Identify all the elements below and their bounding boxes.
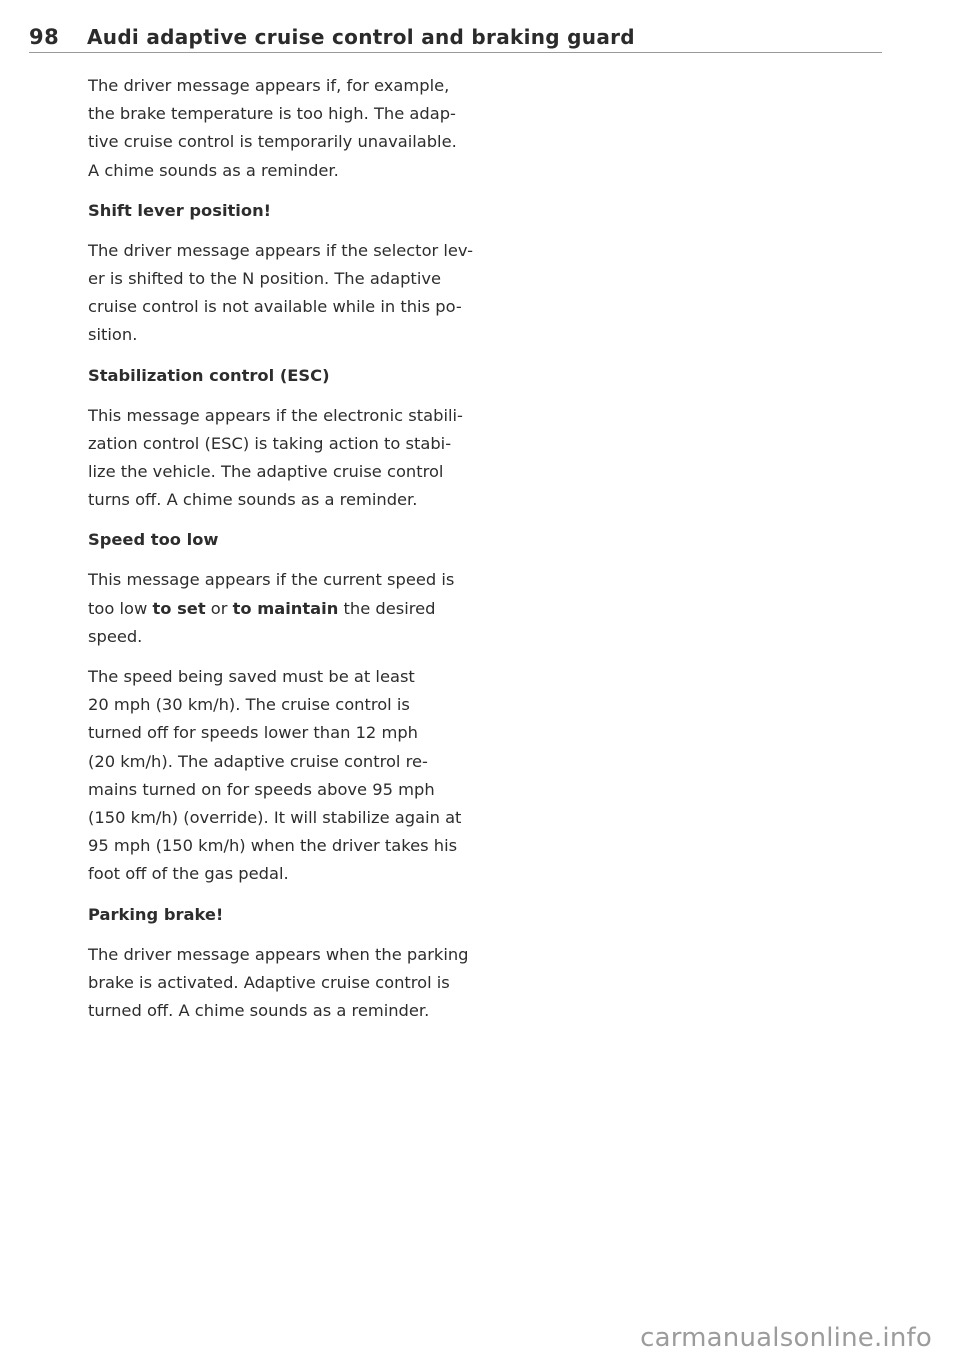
parking-brake-paragraph xyxy=(88,941,473,1026)
text-line: lize the vehicle. The adaptive cruise control xyxy=(88,462,444,482)
text-line: turned off. A chime sounds as a reminder. xyxy=(88,1001,430,1021)
parking-brake-heading: Parking brake! xyxy=(88,904,224,924)
text-line: The speed being saved must be at least xyxy=(88,667,415,687)
text-line: 20 mph (30 km/h). The cruise control is xyxy=(88,695,410,715)
text-line: turned off for speeds lower than 12 mph xyxy=(88,723,418,743)
text-line xyxy=(88,595,473,623)
text-fragment: or xyxy=(205,598,233,618)
text-line: The driver message appears when the parking xyxy=(88,944,469,964)
text-line: cruise control is not available while in this po- xyxy=(88,297,462,317)
chapter-title: Audi adaptive cruise control and braking guard xyxy=(87,25,635,49)
text-line: The driver message appears if the selector lev- xyxy=(88,240,474,260)
shift-lever-heading: Shift lever position! xyxy=(88,200,272,220)
shift-lever-paragraph xyxy=(88,237,473,350)
text-fragment: the desired xyxy=(338,598,436,618)
bold-term-to-set: to set xyxy=(152,598,206,618)
text-line: zation control (ESC) is taking action to stabi- xyxy=(88,433,452,453)
text-line: A chime sounds as a reminder. xyxy=(88,160,339,180)
text-line: tive cruise control is temporarily unavailable. xyxy=(88,132,457,152)
text-line: This message appears if the electronic stabili- xyxy=(88,405,463,425)
speed-too-low-heading: Speed too low xyxy=(88,530,219,550)
text-line: er is shifted to the N position. The adaptive xyxy=(88,269,441,289)
text-line: 95 mph (150 km/h) when the driver takes his xyxy=(88,836,458,856)
esc-paragraph xyxy=(88,402,473,515)
page-number: 98 xyxy=(29,25,60,49)
text-line: (150 km/h) (override). It will stabilize again at xyxy=(88,808,462,828)
text-line: brake is activated. Adaptive cruise control is xyxy=(88,972,450,992)
text-line: mains turned on for speeds above 95 mph xyxy=(88,779,435,799)
text-line: foot off of the gas pedal. xyxy=(88,864,289,884)
esc-heading: Stabilization control (ESC) xyxy=(88,365,330,385)
speed-too-low-paragraph xyxy=(88,566,473,651)
text-fragment: too low xyxy=(88,598,153,618)
page-header xyxy=(29,22,882,53)
text-line: speed. xyxy=(88,626,143,646)
bold-term-to-maintain: to maintain xyxy=(232,598,339,618)
text-line: (20 km/h). The adaptive cruise control re- xyxy=(88,751,428,771)
intro-paragraph xyxy=(88,72,473,185)
text-line: The driver message appears if, for example, xyxy=(88,76,450,95)
text-line: the brake temperature is too high. The adap- xyxy=(88,104,456,124)
speed-details-paragraph xyxy=(88,663,473,889)
main-content xyxy=(88,72,473,1037)
text-line: This message appears if the current speed is xyxy=(88,570,455,590)
watermark: carmanualsonline.info xyxy=(640,1323,932,1353)
text-line: sition. xyxy=(88,325,138,345)
text-line: turns off. A chime sounds as a reminder. xyxy=(88,490,418,510)
